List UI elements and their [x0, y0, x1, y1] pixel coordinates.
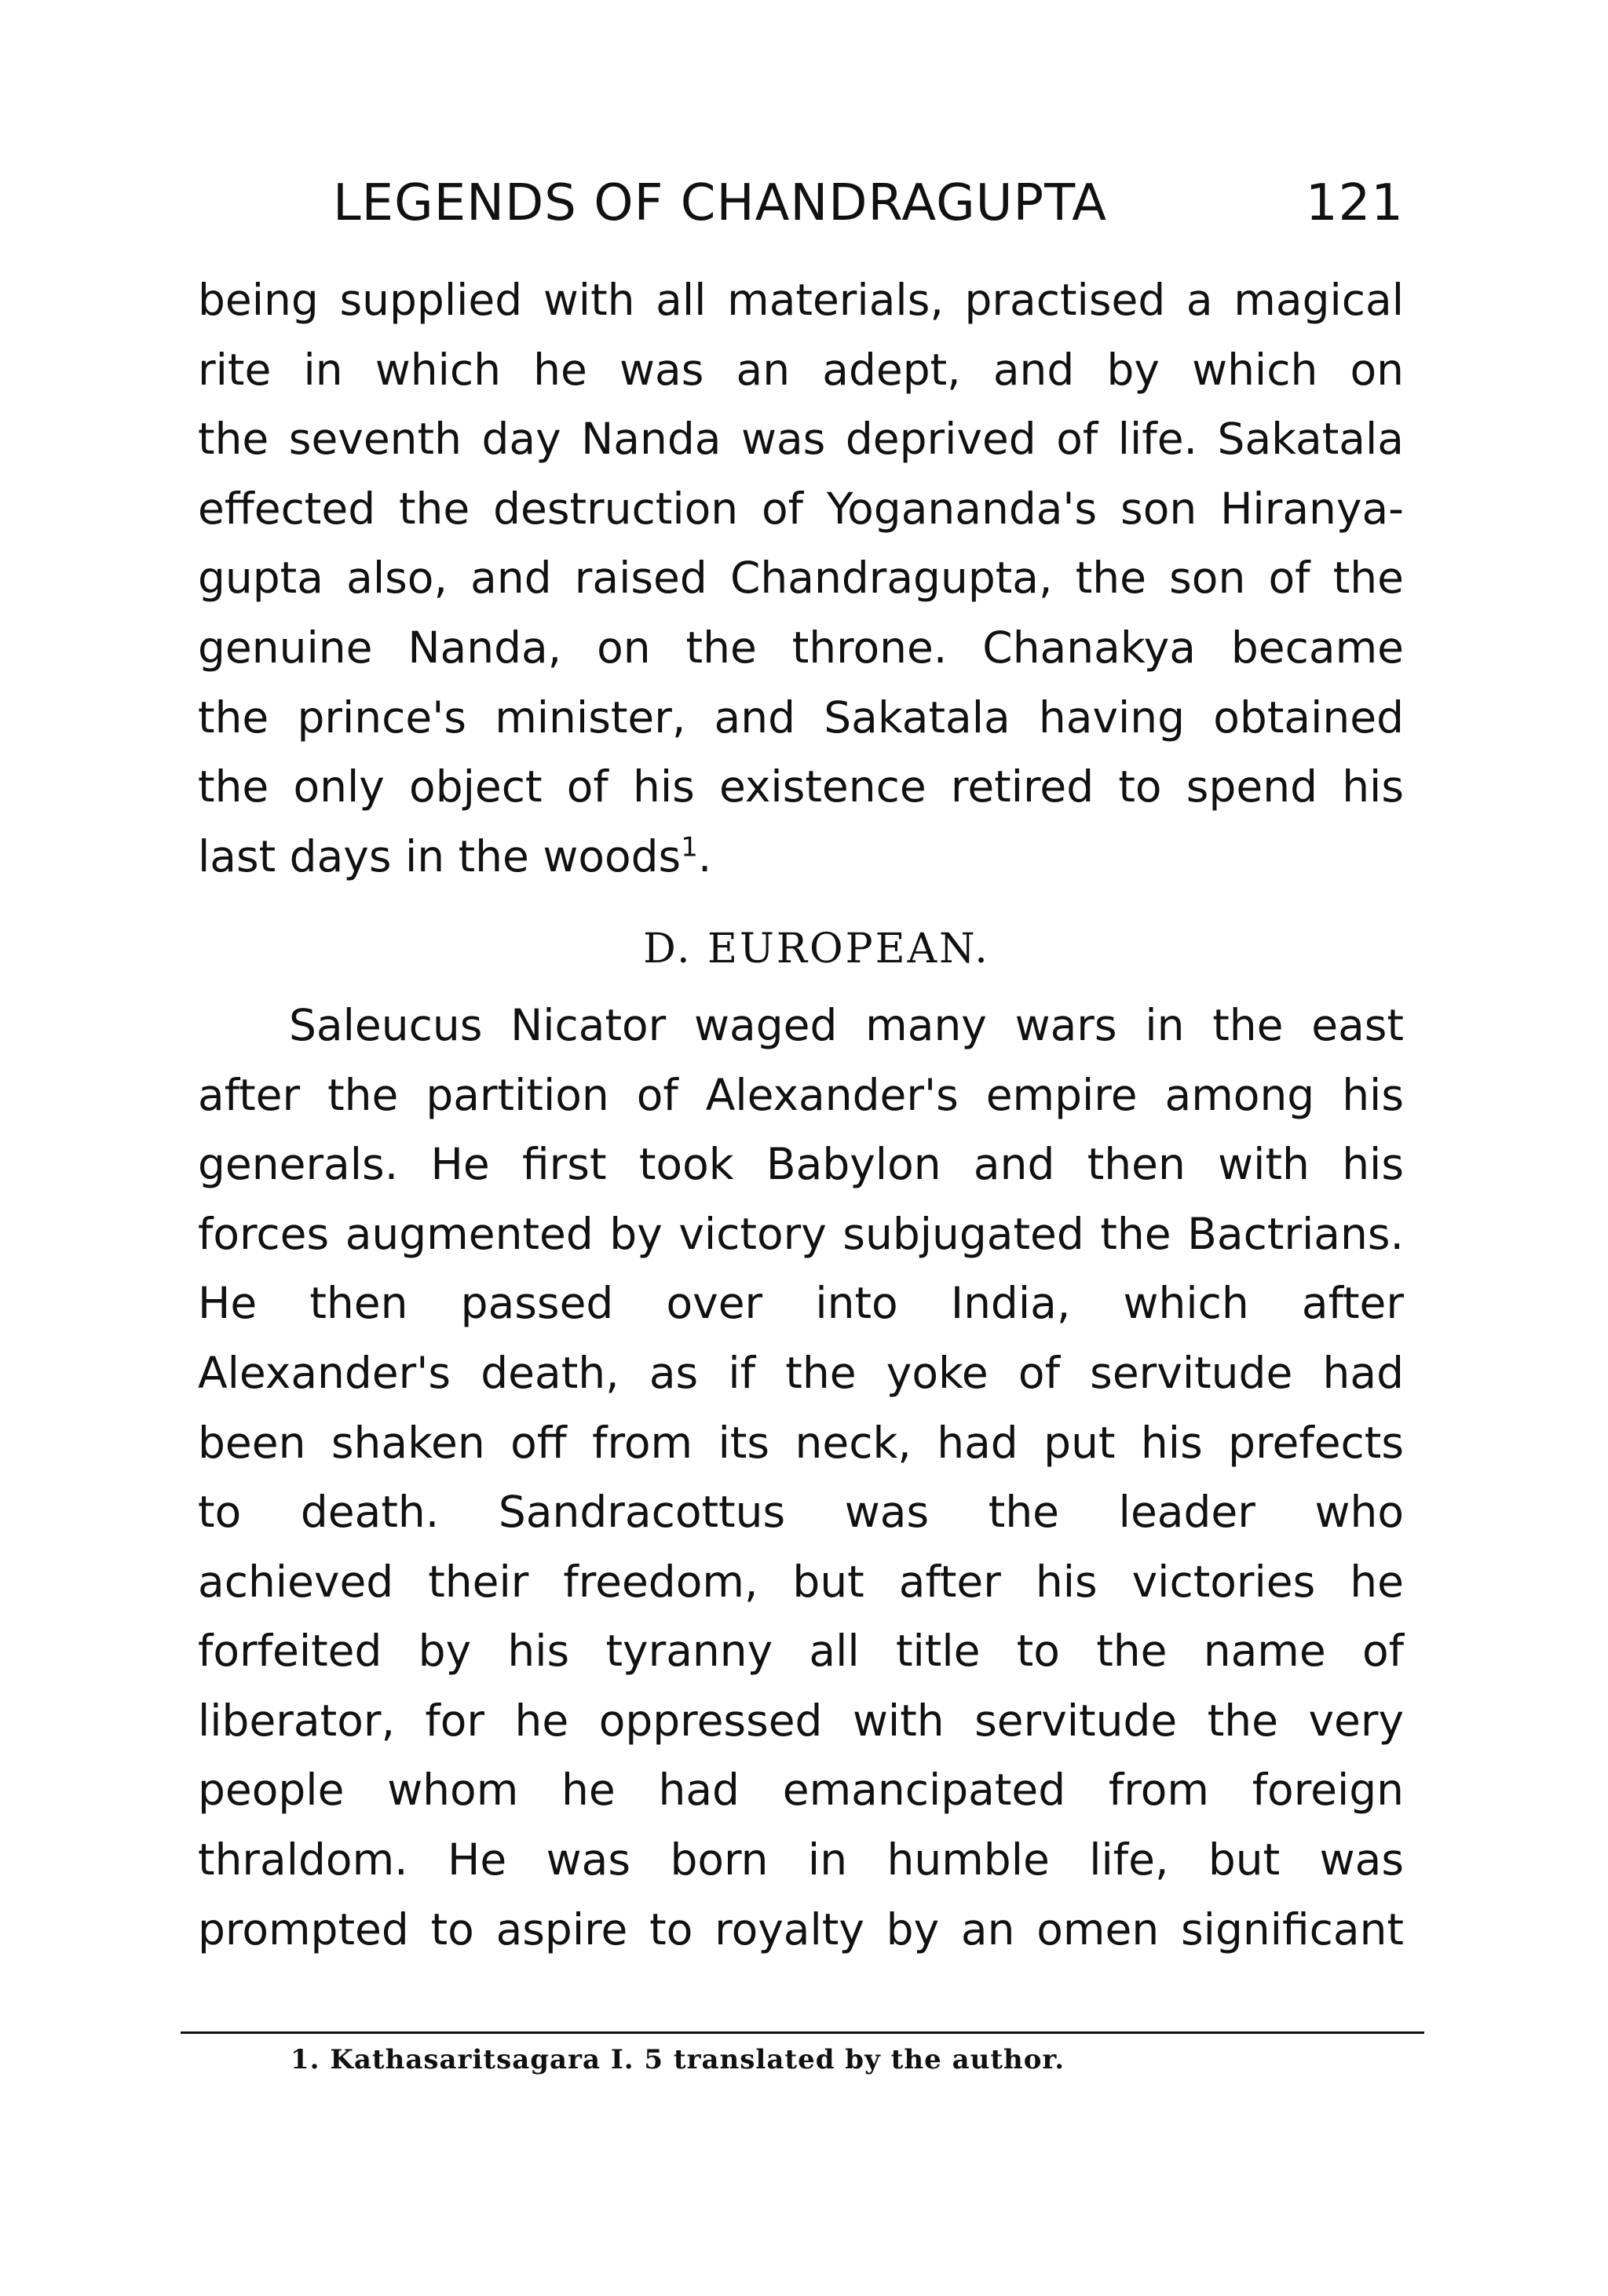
text-line: been shaken off from its neck, had put his prefects	[198, 1417, 1404, 1468]
text-line: the only object of his existence retired to spend his	[198, 761, 1404, 812]
text-line: Saleucus Nicator waged many wars in the east	[289, 999, 1404, 1050]
text-line: prompted to aspire to royalty by an omen significant	[198, 1904, 1404, 1955]
text-line: thraldom. He was born in humble life, but was	[198, 1834, 1404, 1885]
text-line: He then passed over into India, which after	[198, 1278, 1404, 1329]
text-line: forces augmented by victory subjugated the Bactrians.	[198, 1208, 1404, 1259]
text-line: forfeited by his tyranny all title to the name of	[198, 1626, 1404, 1677]
text-line: Alexander's death, as if the yoke of servitude had	[198, 1347, 1404, 1398]
paragraph-continuation	[198, 265, 1404, 891]
text-line: genuine Nanda, on the throne. Chanakya became	[198, 622, 1404, 673]
text-line: being supplied with all materials, practised a magical	[198, 275, 1404, 325]
text-line: the seventh day Nanda was deprived of life. Sakatala	[198, 414, 1404, 465]
text-line: achieved their freedom, but after his victories he	[198, 1556, 1404, 1607]
text-line: effected the destruction of Yogananda's son Hiranya-	[198, 483, 1404, 534]
end-punctuation: .	[697, 830, 712, 882]
paragraph-european	[198, 991, 1404, 1964]
text-line: gupta also, and raised Chandragupta, the son of the	[198, 553, 1404, 604]
text-line: rite in which he was an adept, and by which on	[198, 344, 1404, 395]
text-line: generals. He first took Babylon and then with his	[198, 1139, 1404, 1190]
footnote-divider	[181, 2031, 1424, 2034]
running-title: LEGENDS OF CHANDRAGUPTA	[333, 174, 1107, 232]
page-number: 121	[1305, 174, 1404, 232]
section-heading: D. EUROPEAN.	[643, 925, 990, 973]
text-line: to death. Sandracottus was the leader who	[198, 1487, 1404, 1538]
text-line-last	[198, 822, 1404, 892]
text-line-content: last days in the woods	[198, 830, 682, 882]
text-line: people whom he had emancipated from foreign	[198, 1765, 1404, 1816]
footnote-marker: 1	[681, 831, 698, 863]
footnote: 1. Kathasaritsagara I. 5 translated by the author.	[291, 2044, 1065, 2075]
text-line: after the partition of Alexander's empire among his	[198, 1069, 1404, 1120]
running-head	[333, 174, 1404, 245]
text-line: the prince's minister, and Sakatala having obtained	[198, 692, 1404, 743]
text-line: liberator, for he oppressed with servitude the very	[198, 1695, 1404, 1746]
body-text	[198, 265, 1404, 1964]
